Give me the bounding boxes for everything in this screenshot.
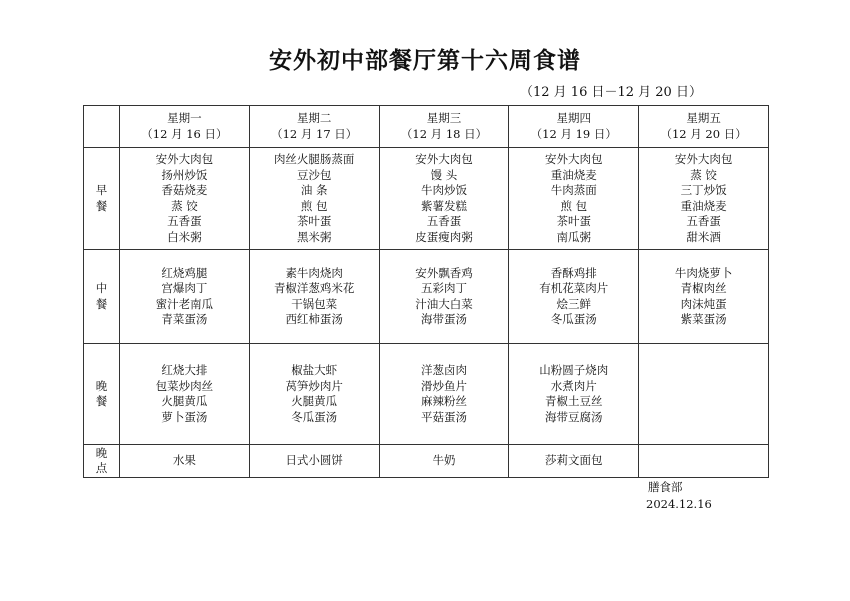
menu-cell [509, 344, 639, 445]
menu-item: 蒸 饺 [690, 167, 717, 182]
menu-item: 麻辣粉丝 [420, 394, 467, 408]
menu-item: 重油烧麦 [680, 198, 727, 213]
menu-cell [639, 250, 769, 344]
menu-item: 洋葱卤肉 [420, 363, 467, 377]
menu-item: 紫菜蛋汤 [680, 312, 727, 326]
lunch-row [84, 250, 769, 344]
footer-department: 膳食部 [648, 480, 683, 494]
menu-cell [120, 148, 250, 250]
menu-item: 青椒肉丝 [680, 281, 727, 295]
day-header-wednesday: 星期三 （12 月 18 日） [379, 106, 509, 148]
page-title: 安外初中部餐厅第十六周食谱 [269, 47, 581, 74]
menu-item: 莎莉文面包 [545, 453, 603, 468]
menu-item: 蒸 饺 [171, 198, 198, 213]
menu-item: 甜米酒 [686, 229, 721, 244]
menu-item: 紫薯发糕 [420, 198, 467, 213]
menu-item: 汁油大白菜 [415, 296, 473, 311]
menu-item: 素牛肉烧肉 [285, 265, 343, 280]
menu-cell [379, 250, 509, 344]
menu-item: 五香蛋 [686, 214, 721, 228]
menu-item: 海带豆腐汤 [545, 409, 603, 424]
menu-cell [509, 445, 639, 478]
weekly-menu-table [83, 105, 769, 478]
menu-item: 五彩肉丁 [420, 281, 467, 295]
menu-cell-empty [639, 445, 769, 478]
day-header-friday: 星期五 （12 月 20 日） [639, 106, 769, 148]
evening-snack-row [84, 445, 769, 478]
week-date-range: （12 月 16 日－12 月 20 日） [520, 85, 702, 100]
menu-cell [249, 250, 379, 344]
menu-cell [379, 344, 509, 445]
menu-cell [509, 250, 639, 344]
menu-item: 平菇蛋汤 [420, 409, 467, 424]
menu-item: 五香蛋 [426, 214, 462, 228]
menu-item: 红烧鸡腿 [161, 265, 208, 280]
menu-cell-empty [639, 344, 769, 445]
menu-item: 茶叶蛋 [556, 214, 592, 228]
meal-label-lunch: 中 餐 [84, 250, 120, 344]
menu-item: 安外大肉包 [545, 152, 603, 166]
menu-item: 香菇烧麦 [161, 183, 208, 197]
menu-item: 安外大肉包 [415, 152, 473, 166]
meal-label-breakfast: 早 餐 [84, 148, 120, 250]
menu-cell [249, 445, 379, 478]
menu-item: 日式小圆饼 [285, 453, 343, 468]
menu-item: 宫爆肉丁 [161, 281, 208, 295]
menu-item: 豆沙包 [296, 167, 332, 182]
menu-item: 青椒土豆丝 [545, 394, 603, 408]
menu-item: 椒盐大虾 [291, 363, 338, 377]
menu-item: 肉丝火腿肠蒸面 [273, 152, 355, 166]
menu-cell [120, 344, 250, 445]
menu-item: 三丁炒饭 [680, 183, 727, 197]
menu-item: 皮蛋瘦肉粥 [415, 229, 473, 244]
meal-label-snack: 晚 点 [84, 445, 120, 478]
menu-item: 重油烧麦 [550, 167, 597, 182]
menu-item: 火腿黄瓜 [291, 394, 338, 408]
menu-cell [249, 344, 379, 445]
menu-item: 煎 包 [560, 198, 588, 213]
menu-item: 烩三鲜 [556, 296, 592, 311]
menu-item: 滑炒鱼片 [420, 378, 467, 393]
menu-item: 牛肉蒸面 [550, 183, 597, 197]
menu-item: 黑米粥 [296, 229, 332, 244]
menu-item: 馒 头 [430, 167, 458, 182]
menu-item: 莴笋炒肉片 [285, 378, 343, 393]
menu-item: 红烧大排 [161, 363, 208, 377]
menu-item: 水煮肉片 [550, 378, 597, 393]
menu-item: 五香蛋 [167, 214, 202, 228]
day-header-tuesday: 星期二 （12 月 17 日） [249, 106, 379, 148]
header-corner-cell [84, 106, 120, 148]
menu-cell [379, 445, 509, 478]
menu-item: 南瓜粥 [556, 229, 592, 244]
breakfast-row [84, 148, 769, 250]
menu-item: 蜜汁老南瓜 [155, 296, 214, 311]
dinner-row [84, 344, 769, 445]
menu-item: 冬瓜蛋汤 [291, 409, 338, 424]
menu-item: 香酥鸡排 [550, 265, 597, 280]
menu-item: 油 条 [300, 183, 328, 197]
menu-item: 牛肉炒饭 [420, 183, 467, 197]
meal-label-dinner: 晚 餐 [84, 344, 120, 445]
menu-cell [639, 148, 769, 250]
day-header-thursday: 星期四 （12 月 19 日） [509, 106, 639, 148]
menu-item: 扬州炒饭 [161, 167, 208, 182]
menu-item: 西红柿蛋汤 [285, 312, 343, 326]
menu-item: 牛肉烧萝卜 [674, 265, 733, 280]
menu-item: 茶叶蛋 [296, 214, 332, 228]
menu-item: 安外大肉包 [674, 152, 733, 166]
table-header-row [84, 106, 769, 148]
menu-item: 肉沫炖蛋 [680, 296, 727, 311]
menu-item: 安外大肉包 [155, 152, 214, 166]
menu-cell [120, 445, 250, 478]
menu-item: 青椒洋葱鸡米花 [273, 281, 355, 295]
day-header-monday: 星期一 （12 月 16 日） [120, 106, 250, 148]
menu-item: 火腿黄瓜 [161, 394, 208, 408]
menu-item: 山粉圆子烧肉 [539, 363, 609, 377]
menu-item: 白米粥 [167, 229, 202, 244]
menu-cell [120, 250, 250, 344]
menu-item: 牛奶 [432, 453, 456, 468]
footer-date: 2024.12.16 [646, 497, 712, 511]
menu-item: 安外飘香鸡 [415, 265, 473, 280]
menu-item: 冬瓜蛋汤 [550, 312, 597, 326]
menu-cell [249, 148, 379, 250]
menu-item: 海带蛋汤 [420, 312, 467, 326]
menu-item: 有机花菜肉片 [539, 281, 609, 295]
menu-item: 干锅包菜 [291, 296, 338, 311]
menu-item: 包菜炒肉丝 [155, 378, 214, 393]
menu-cell [509, 148, 639, 250]
menu-item: 煎 包 [300, 198, 328, 213]
menu-item: 水果 [172, 453, 196, 468]
menu-item: 青菜蛋汤 [161, 312, 208, 326]
menu-cell [379, 148, 509, 250]
menu-item: 萝卜蛋汤 [161, 409, 208, 424]
